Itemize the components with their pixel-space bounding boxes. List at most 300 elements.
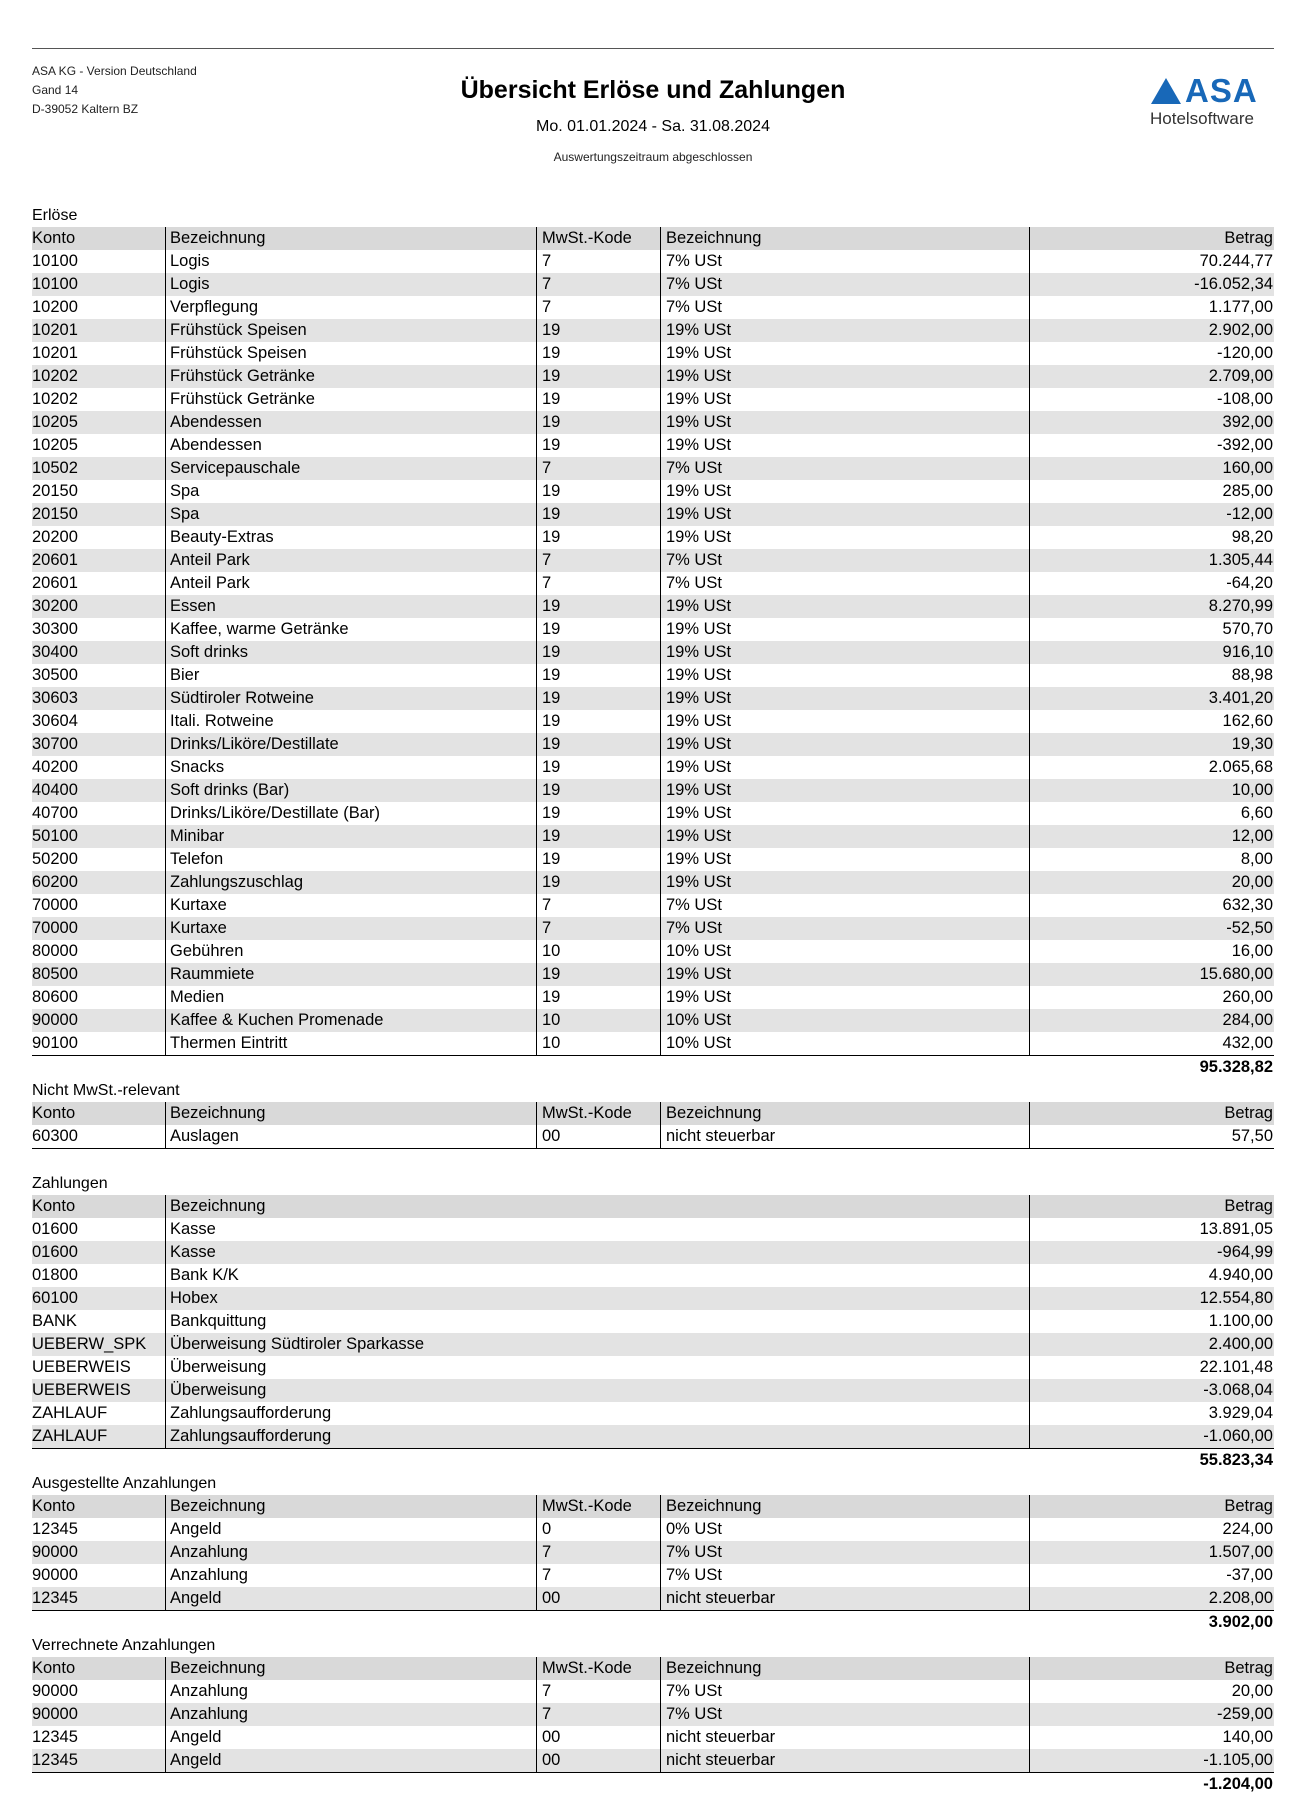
col-betrag-header: Betrag: [1029, 1495, 1274, 1518]
cell-bezeichnung: Logis: [165, 273, 536, 296]
cell-mwst-kode: 19: [536, 411, 660, 434]
cell-betrag: 2.208,00: [1029, 1587, 1274, 1610]
section-ausgestellte: [32, 1472, 1274, 1634]
logo-triangle-icon: [1150, 77, 1182, 105]
header-rule: [32, 48, 1274, 49]
cell-steuer-bezeichnung: 7% USt: [660, 1703, 1029, 1726]
table-rows: [32, 1680, 1274, 1773]
table-row: [32, 480, 1274, 503]
cell-steuer-bezeichnung: nicht steuerbar: [660, 1125, 1029, 1148]
cell-betrag: 160,00: [1029, 457, 1274, 480]
cell-steuer-bezeichnung: 10% USt: [660, 1009, 1029, 1032]
cell-konto: 90100: [32, 1034, 78, 1052]
cell-mwst-kode: 10: [536, 1009, 660, 1032]
section-title: Verrechnete Anzahlungen: [32, 1637, 216, 1654]
cell-bezeichnung: Verpflegung: [165, 296, 536, 319]
cell-bezeichnung: Anzahlung: [165, 1703, 536, 1726]
cell-konto: 30700: [32, 735, 78, 753]
section-total: 55.823,34: [1199, 1451, 1273, 1469]
col-betrag-header: Betrag: [1029, 1102, 1274, 1125]
cell-betrag: 3.929,04: [1029, 1402, 1274, 1425]
cell-steuer-bezeichnung: 0% USt: [660, 1518, 1029, 1541]
table-row: [32, 1264, 1274, 1287]
col-konto-header: Konto: [32, 1104, 76, 1122]
cell-mwst-kode: 19: [536, 825, 660, 848]
cell-konto: 20601: [32, 551, 78, 569]
cell-mwst-kode: 19: [536, 963, 660, 986]
cell-mwst-kode: 10: [536, 940, 660, 963]
cell-steuer-bezeichnung: 7% USt: [660, 572, 1029, 595]
cell-betrag: 19,30: [1029, 733, 1274, 756]
cell-konto: 12345: [32, 1520, 78, 1538]
table-row: [32, 779, 1274, 802]
section-total: -1.204,00: [1203, 1775, 1273, 1793]
cell-bezeichnung: Angeld: [165, 1518, 536, 1541]
table-row: [32, 1333, 1274, 1356]
table-row: [32, 1402, 1274, 1425]
cell-steuer-bezeichnung: 19% USt: [660, 825, 1029, 848]
cell-konto: 20200: [32, 528, 78, 546]
cell-konto: 70000: [32, 919, 78, 937]
cell-konto: 20601: [32, 574, 78, 592]
cell-bezeichnung: Itali. Rotweine: [165, 710, 536, 733]
cell-steuer-bezeichnung: 19% USt: [660, 986, 1029, 1009]
cell-konto: 12345: [32, 1751, 78, 1769]
cell-konto: 60200: [32, 873, 78, 891]
col-bezeichnung-header: Bezeichnung: [165, 1495, 536, 1518]
col-bezeichnung-header: Bezeichnung: [165, 227, 536, 250]
cell-steuer-bezeichnung: 19% USt: [660, 756, 1029, 779]
company-street: Gand 14: [32, 83, 79, 97]
cell-mwst-kode: 7: [536, 457, 660, 480]
logo-text: ASA: [1185, 72, 1258, 109]
cell-steuer-bezeichnung: 7% USt: [660, 457, 1029, 480]
section-zahlungen: [32, 1149, 1274, 1472]
cell-bezeichnung: Servicepauschale: [165, 457, 536, 480]
cell-betrag: 570,70: [1029, 618, 1274, 641]
cell-konto: 90000: [32, 1682, 78, 1700]
cell-bezeichnung: Zahlungsaufforderung: [165, 1402, 1029, 1425]
section-title: Erlöse: [32, 207, 78, 224]
col-betrag-header: Betrag: [1029, 227, 1274, 250]
cell-konto: 40200: [32, 758, 78, 776]
cell-mwst-kode: 0: [536, 1518, 660, 1541]
cell-konto: 90000: [32, 1543, 78, 1561]
table-row: [32, 503, 1274, 526]
cell-bezeichnung: Frühstück Speisen: [165, 342, 536, 365]
cell-konto: 70000: [32, 896, 78, 914]
cell-bezeichnung: Abendessen: [165, 411, 536, 434]
company-name: ASA KG - Version Deutschland: [32, 64, 197, 78]
cell-betrag: 70.244,77: [1029, 250, 1274, 273]
cell-bezeichnung: Thermen Eintritt: [165, 1032, 536, 1055]
cell-bezeichnung: Telefon: [165, 848, 536, 871]
cell-mwst-kode: 19: [536, 802, 660, 825]
cell-mwst-kode: 19: [536, 618, 660, 641]
cell-mwst-kode: 00: [536, 1587, 660, 1610]
cell-bezeichnung: Anzahlung: [165, 1564, 536, 1587]
cell-betrag: 8,00: [1029, 848, 1274, 871]
cell-betrag: 4.940,00: [1029, 1264, 1274, 1287]
cell-konto: 10201: [32, 321, 78, 339]
cell-mwst-kode: 19: [536, 388, 660, 411]
cell-mwst-kode: 19: [536, 526, 660, 549]
col-bezeichnung-header: Bezeichnung: [165, 1195, 1029, 1218]
cell-betrag: 57,50: [1029, 1125, 1274, 1148]
cell-steuer-bezeichnung: 19% USt: [660, 618, 1029, 641]
cell-betrag: 284,00: [1029, 1009, 1274, 1032]
cell-konto: 60300: [32, 1127, 78, 1145]
cell-konto: 01600: [32, 1243, 78, 1261]
cell-bezeichnung: Überweisung: [165, 1379, 1029, 1402]
cell-bezeichnung: Angeld: [165, 1587, 536, 1610]
cell-bezeichnung: Bier: [165, 664, 536, 687]
cell-bezeichnung: Kasse: [165, 1241, 1029, 1264]
col-mwst-kode-header: MwSt.-Kode: [536, 1657, 660, 1680]
cell-konto: 12345: [32, 1589, 78, 1607]
cell-mwst-kode: 00: [536, 1726, 660, 1749]
cell-konto: 30400: [32, 643, 78, 661]
col-mwst-kode-header: MwSt.-Kode: [536, 1102, 660, 1125]
table-row: [32, 1310, 1274, 1333]
cell-konto: 10502: [32, 459, 78, 477]
cell-bezeichnung: Auslagen: [165, 1125, 536, 1148]
section-title: Ausgestellte Anzahlungen: [32, 1475, 217, 1492]
cell-betrag: 98,20: [1029, 526, 1274, 549]
table-header: [32, 1657, 1274, 1680]
cell-bezeichnung: Abendessen: [165, 434, 536, 457]
section-verrechnete: [32, 1634, 1274, 1796]
cell-konto: 90000: [32, 1011, 78, 1029]
cell-mwst-kode: 19: [536, 480, 660, 503]
cell-mwst-kode: 7: [536, 1541, 660, 1564]
cell-bezeichnung: Anteil Park: [165, 572, 536, 595]
cell-konto: 30200: [32, 597, 78, 615]
table-row: [32, 365, 1274, 388]
cell-steuer-bezeichnung: 7% USt: [660, 1564, 1029, 1587]
col-konto-header: Konto: [32, 1659, 76, 1677]
cell-bezeichnung: Soft drinks (Bar): [165, 779, 536, 802]
cell-bezeichnung: Spa: [165, 480, 536, 503]
cell-steuer-bezeichnung: 10% USt: [660, 1032, 1029, 1055]
table-rows: [32, 250, 1274, 1056]
cell-konto: UEBERWEIS: [32, 1358, 131, 1376]
cell-mwst-kode: 7: [536, 296, 660, 319]
cell-mwst-kode: 7: [536, 894, 660, 917]
col-konto-header: Konto: [32, 229, 76, 247]
cell-konto: 10205: [32, 413, 78, 431]
cell-betrag: 10,00: [1029, 779, 1274, 802]
section-total: 95.328,82: [1199, 1058, 1273, 1076]
cell-mwst-kode: 7: [536, 273, 660, 296]
cell-steuer-bezeichnung: 7% USt: [660, 549, 1029, 572]
cell-konto: 90000: [32, 1705, 78, 1723]
table-row: [32, 319, 1274, 342]
cell-mwst-kode: 19: [536, 710, 660, 733]
table-row: [32, 917, 1274, 940]
cell-konto: ZAHLAUF: [32, 1427, 108, 1445]
cell-betrag: 432,00: [1029, 1032, 1274, 1055]
cell-bezeichnung: Essen: [165, 595, 536, 618]
section-spacer: [32, 1149, 1274, 1172]
cell-steuer-bezeichnung: 19% USt: [660, 710, 1029, 733]
cell-mwst-kode: 7: [536, 917, 660, 940]
cell-steuer-bezeichnung: 19% USt: [660, 434, 1029, 457]
cell-mwst-kode: 19: [536, 756, 660, 779]
cell-steuer-bezeichnung: 19% USt: [660, 779, 1029, 802]
table-rows: [32, 1518, 1274, 1611]
table-row: [32, 1356, 1274, 1379]
cell-konto: UEBERW_SPK: [32, 1335, 147, 1353]
cell-betrag: 162,60: [1029, 710, 1274, 733]
cell-konto: UEBERWEIS: [32, 1381, 131, 1399]
col-konto-header: Konto: [32, 1497, 76, 1515]
cell-konto: 50200: [32, 850, 78, 868]
cell-konto: 90000: [32, 1566, 78, 1584]
cell-konto: 10202: [32, 367, 78, 385]
table-row: [32, 733, 1274, 756]
cell-bezeichnung: Logis: [165, 250, 536, 273]
cell-betrag: 12,00: [1029, 825, 1274, 848]
table-row: [32, 1587, 1274, 1610]
cell-steuer-bezeichnung: 19% USt: [660, 319, 1029, 342]
table-row: [32, 526, 1274, 549]
section-nicht_mwst: [32, 1079, 1274, 1149]
table-row: [32, 1564, 1274, 1587]
table-row: [32, 572, 1274, 595]
cell-betrag: 285,00: [1029, 480, 1274, 503]
cell-konto: 20150: [32, 482, 78, 500]
cell-bezeichnung: Bankquittung: [165, 1310, 1029, 1333]
table-row: [32, 1425, 1274, 1448]
table-row: [32, 756, 1274, 779]
cell-konto: BANK: [32, 1312, 77, 1330]
table-row: [32, 1726, 1274, 1749]
cell-steuer-bezeichnung: 19% USt: [660, 388, 1029, 411]
cell-mwst-kode: 7: [536, 1680, 660, 1703]
cell-konto: 10100: [32, 275, 78, 293]
cell-betrag: -108,00: [1029, 388, 1274, 411]
cell-mwst-kode: 19: [536, 687, 660, 710]
cell-steuer-bezeichnung: 7% USt: [660, 296, 1029, 319]
cell-betrag: -37,00: [1029, 1564, 1274, 1587]
cell-betrag: 2.709,00: [1029, 365, 1274, 388]
table-row: [32, 1125, 1274, 1148]
cell-betrag: 632,30: [1029, 894, 1274, 917]
section-erloese: [32, 204, 1274, 1079]
cell-mwst-kode: 00: [536, 1125, 660, 1148]
cell-betrag: -964,99: [1029, 1241, 1274, 1264]
cell-betrag: 22.101,48: [1029, 1356, 1274, 1379]
cell-betrag: 392,00: [1029, 411, 1274, 434]
cell-mwst-kode: 19: [536, 871, 660, 894]
cell-steuer-bezeichnung: 19% USt: [660, 480, 1029, 503]
cell-betrag: -392,00: [1029, 434, 1274, 457]
cell-konto: 40700: [32, 804, 78, 822]
section-title: Nicht MwSt.-relevant: [32, 1082, 180, 1099]
table-row: [32, 1518, 1274, 1541]
report-body: [32, 204, 1274, 1796]
cell-mwst-kode: 10: [536, 1032, 660, 1055]
cell-bezeichnung: Soft drinks: [165, 641, 536, 664]
table-row: [32, 710, 1274, 733]
cell-konto: 50100: [32, 827, 78, 845]
cell-bezeichnung: Überweisung Südtiroler Sparkasse: [165, 1333, 1029, 1356]
cell-mwst-kode: 7: [536, 549, 660, 572]
cell-bezeichnung: Kaffee & Kuchen Promenade: [165, 1009, 536, 1032]
cell-mwst-kode: 7: [536, 1703, 660, 1726]
cell-mwst-kode: 00: [536, 1749, 660, 1772]
cell-betrag: 916,10: [1029, 641, 1274, 664]
table-row: [32, 871, 1274, 894]
table-row: [32, 250, 1274, 273]
cell-bezeichnung: Kurtaxe: [165, 894, 536, 917]
company-city: D-39052 Kaltern BZ: [32, 102, 139, 116]
cell-bezeichnung: Gebühren: [165, 940, 536, 963]
col-betrag-header: Betrag: [1029, 1657, 1274, 1680]
cell-steuer-bezeichnung: nicht steuerbar: [660, 1749, 1029, 1772]
cell-betrag: 2.065,68: [1029, 756, 1274, 779]
cell-bezeichnung: Überweisung: [165, 1356, 1029, 1379]
logo-subtext: Hotelsoftware: [1150, 109, 1254, 128]
section-total: 3.902,00: [1208, 1613, 1273, 1631]
cell-konto: 10202: [32, 390, 78, 408]
cell-betrag: -12,00: [1029, 503, 1274, 526]
cell-konto: 80000: [32, 942, 78, 960]
cell-betrag: -120,00: [1029, 342, 1274, 365]
cell-betrag: 1.305,44: [1029, 549, 1274, 572]
table-header: [32, 1195, 1274, 1218]
table-header: [32, 227, 1274, 250]
col-steuer-bezeichnung-header: Bezeichnung: [660, 1495, 1029, 1518]
table-row: [32, 342, 1274, 365]
cell-konto: 20150: [32, 505, 78, 523]
cell-bezeichnung: Angeld: [165, 1749, 536, 1772]
cell-steuer-bezeichnung: 19% USt: [660, 963, 1029, 986]
table-row: [32, 1379, 1274, 1402]
cell-betrag: -259,00: [1029, 1703, 1274, 1726]
report-status: Auswertungszeitraum abgeschlossen: [553, 150, 753, 164]
cell-bezeichnung: Angeld: [165, 1726, 536, 1749]
cell-steuer-bezeichnung: 19% USt: [660, 526, 1029, 549]
cell-steuer-bezeichnung: 19% USt: [660, 503, 1029, 526]
table-row: [32, 986, 1274, 1009]
table-header: [32, 1495, 1274, 1518]
cell-bezeichnung: Kaffee, warme Getränke: [165, 618, 536, 641]
cell-steuer-bezeichnung: 7% USt: [660, 894, 1029, 917]
col-steuer-bezeichnung-header: Bezeichnung: [660, 1102, 1029, 1125]
col-steuer-bezeichnung-header: Bezeichnung: [660, 227, 1029, 250]
cell-konto: 10200: [32, 298, 78, 316]
cell-konto: 30603: [32, 689, 78, 707]
cell-mwst-kode: 19: [536, 503, 660, 526]
cell-konto: 80500: [32, 965, 78, 983]
cell-bezeichnung: Anteil Park: [165, 549, 536, 572]
cell-betrag: -52,50: [1029, 917, 1274, 940]
cell-steuer-bezeichnung: 19% USt: [660, 411, 1029, 434]
cell-steuer-bezeichnung: 19% USt: [660, 687, 1029, 710]
cell-bezeichnung: Frühstück Getränke: [165, 365, 536, 388]
table-row: [32, 457, 1274, 480]
cell-konto: 01800: [32, 1266, 78, 1284]
table-row: [32, 825, 1274, 848]
cell-betrag: 20,00: [1029, 871, 1274, 894]
cell-steuer-bezeichnung: 19% USt: [660, 595, 1029, 618]
cell-mwst-kode: 19: [536, 779, 660, 802]
table-row: [32, 1287, 1274, 1310]
cell-mwst-kode: 19: [536, 641, 660, 664]
table-row: [32, 549, 1274, 572]
cell-steuer-bezeichnung: 19% USt: [660, 848, 1029, 871]
table-row: [32, 848, 1274, 871]
table-row: [32, 296, 1274, 319]
cell-betrag: 16,00: [1029, 940, 1274, 963]
cell-betrag: -64,20: [1029, 572, 1274, 595]
cell-mwst-kode: 7: [536, 1564, 660, 1587]
cell-konto: 01600: [32, 1220, 78, 1238]
table-row: [32, 894, 1274, 917]
cell-steuer-bezeichnung: 19% USt: [660, 802, 1029, 825]
cell-betrag: 20,00: [1029, 1680, 1274, 1703]
cell-betrag: -1.105,00: [1029, 1749, 1274, 1772]
col-betrag-header: Betrag: [1029, 1195, 1274, 1218]
cell-mwst-kode: 7: [536, 572, 660, 595]
cell-konto: ZAHLAUF: [32, 1404, 108, 1422]
cell-steuer-bezeichnung: nicht steuerbar: [660, 1726, 1029, 1749]
cell-betrag: 88,98: [1029, 664, 1274, 687]
cell-bezeichnung: Beauty-Extras: [165, 526, 536, 549]
col-bezeichnung-header: Bezeichnung: [165, 1102, 536, 1125]
cell-konto: 40400: [32, 781, 78, 799]
table-row: [32, 411, 1274, 434]
cell-bezeichnung: Spa: [165, 503, 536, 526]
cell-steuer-bezeichnung: nicht steuerbar: [660, 1587, 1029, 1610]
cell-betrag: 8.270,99: [1029, 595, 1274, 618]
table-row: [32, 1749, 1274, 1772]
col-bezeichnung-header: Bezeichnung: [165, 1657, 536, 1680]
cell-steuer-bezeichnung: 19% USt: [660, 733, 1029, 756]
cell-steuer-bezeichnung: 10% USt: [660, 940, 1029, 963]
cell-betrag: 3.401,20: [1029, 687, 1274, 710]
cell-bezeichnung: Snacks: [165, 756, 536, 779]
cell-steuer-bezeichnung: 19% USt: [660, 365, 1029, 388]
cell-betrag: 12.554,80: [1029, 1287, 1274, 1310]
table-rows: [32, 1218, 1274, 1449]
cell-konto: 12345: [32, 1728, 78, 1746]
col-mwst-kode-header: MwSt.-Kode: [536, 1495, 660, 1518]
cell-mwst-kode: 19: [536, 733, 660, 756]
cell-steuer-bezeichnung: 7% USt: [660, 273, 1029, 296]
table-row: [32, 618, 1274, 641]
cell-bezeichnung: Anzahlung: [165, 1680, 536, 1703]
cell-konto: 10205: [32, 436, 78, 454]
cell-betrag: -16.052,34: [1029, 273, 1274, 296]
cell-bezeichnung: Südtiroler Rotweine: [165, 687, 536, 710]
col-mwst-kode-header: MwSt.-Kode: [536, 227, 660, 250]
cell-steuer-bezeichnung: 7% USt: [660, 250, 1029, 273]
cell-bezeichnung: Frühstück Getränke: [165, 388, 536, 411]
cell-mwst-kode: 19: [536, 664, 660, 687]
table-rows: [32, 1125, 1274, 1149]
table-row: [32, 963, 1274, 986]
cell-betrag: 140,00: [1029, 1726, 1274, 1749]
table-row: [32, 388, 1274, 411]
cell-bezeichnung: Hobex: [165, 1287, 1029, 1310]
table-row: [32, 940, 1274, 963]
col-konto-header: Konto: [32, 1197, 76, 1215]
table-row: [32, 641, 1274, 664]
cell-konto: 10100: [32, 252, 78, 270]
